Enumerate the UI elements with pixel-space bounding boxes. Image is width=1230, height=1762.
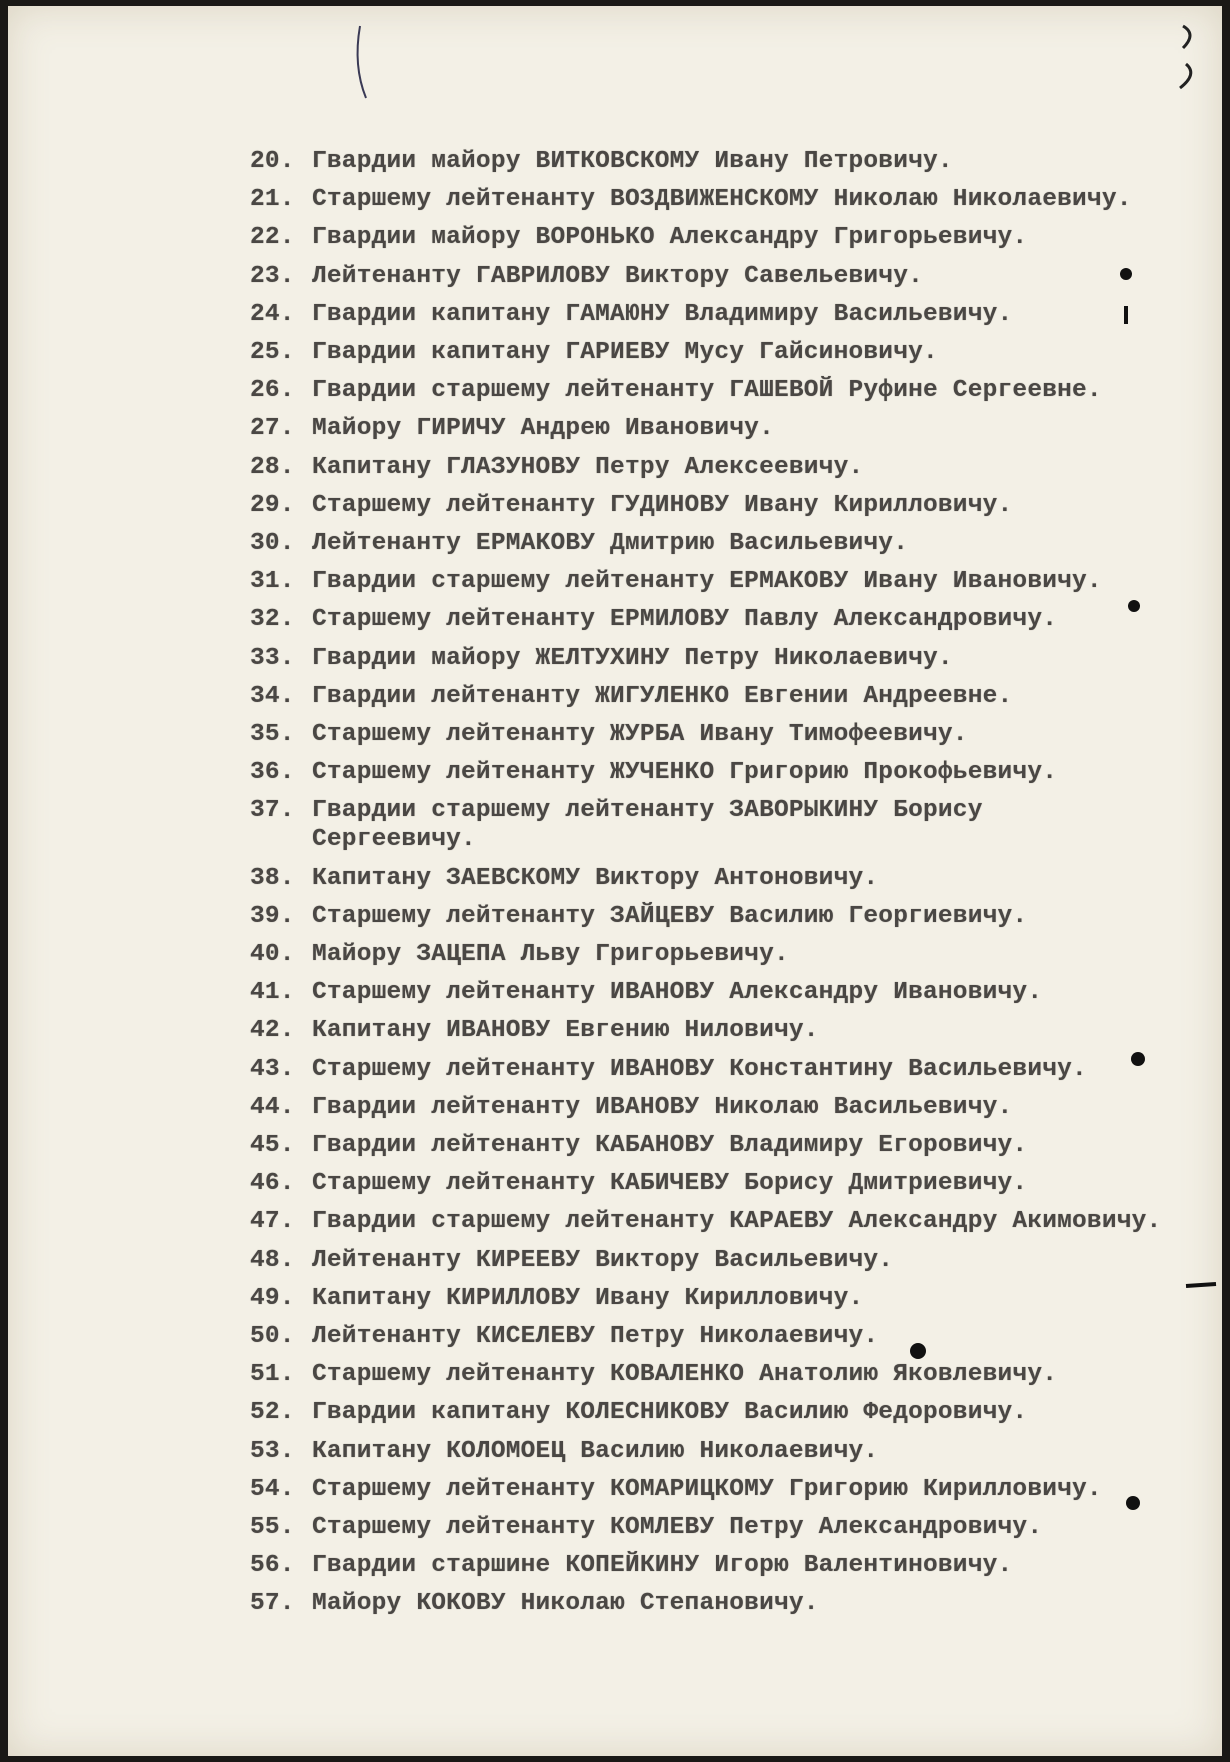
item-text: Гвардии старшине КОПЕЙКИНУ Игорю Валентиновичу. xyxy=(312,1552,1013,1580)
item-number: 25. xyxy=(250,339,295,366)
item-number: 39. xyxy=(250,902,295,930)
item-number: 50. xyxy=(250,1323,295,1350)
item-text: Лейтенанту КИСЕЛЕВУ Петру Николаевичу. xyxy=(312,1323,879,1350)
item-number: 54. xyxy=(250,1475,295,1503)
item-number: 22. xyxy=(250,224,295,252)
item-text: Старшему лейтенанту КОМАРИЦКОМУ Григорию Кирилловичу. xyxy=(312,1475,1102,1503)
item-text: Гвардии лейтенанту ЖИГУЛЕНКО Евгении Андреевне. xyxy=(312,682,1013,710)
item-text: Капитану КИРИЛЛОВУ Ивану Кирилловичу. xyxy=(312,1284,864,1312)
item-number: 45. xyxy=(250,1132,295,1159)
item-text: Старшему лейтенанту ВОЗДВИЖЕНСКОМУ Николаю Николаевичу. xyxy=(312,186,1132,214)
item-text: Старшему лейтенанту ЕРМИЛОВУ Павлу Александровичу. xyxy=(312,606,1058,634)
document-page xyxy=(8,6,1222,1756)
item-text: Гвардии капитану КОЛЕСНИКОВУ Василию Федоровичу. xyxy=(312,1399,1028,1427)
item-number: 33. xyxy=(250,644,295,672)
item-number: 40. xyxy=(250,941,295,968)
item-text: Старшему лейтенанту ЖУЧЕНКО Григорию Прокофьевичу. xyxy=(312,759,1058,787)
item-number: 32. xyxy=(250,606,295,634)
item-text: Капитану КОЛОМОЕЦ Василию Николаевичу. xyxy=(312,1437,879,1465)
item-number: 34. xyxy=(250,682,295,710)
item-text: Гвардии старшему лейтенанту ЗАВОРЫКИНУ Борису xyxy=(312,797,983,825)
item-text: Старшему лейтенанту ЗАЙЦЕВУ Василию Георгиевичу. xyxy=(312,902,1028,930)
item-number: 20. xyxy=(250,148,295,175)
item-text: Старшему лейтенанту ИВАНОВУ Александру Ивановичу. xyxy=(312,979,1043,1007)
item-text: Капитану ГЛАЗУНОВУ Петру Алексеевичу. xyxy=(312,453,864,481)
item-text: Капитану ЗАЕВСКОМУ Виктору Антоновичу. xyxy=(312,864,879,892)
item-number: 26. xyxy=(250,377,295,405)
item-number: 48. xyxy=(250,1246,295,1274)
item-text-continuation: Сергеевичу. xyxy=(312,826,476,854)
item-text: Гвардии майору ВОРОНЬКО Александру Григорьевичу. xyxy=(312,224,1028,252)
item-number: 51. xyxy=(250,1361,295,1389)
item-text: Лейтенанту КИРЕЕВУ Виктору Васильевичу. xyxy=(312,1246,894,1274)
item-text: Гвардии лейтенанту КАБАНОВУ Владимиру Егоровичу. xyxy=(312,1132,1028,1159)
item-text: Гвардии старшему лейтенанту ГАШЕВОЙ Руфине Сергеевне. xyxy=(312,377,1102,405)
item-number: 28. xyxy=(250,453,295,481)
item-text: Гвардии капитану ГАМАЮНУ Владимиру Васильевичу. xyxy=(312,300,1013,328)
item-number: 23. xyxy=(250,262,295,290)
item-number: 47. xyxy=(250,1208,295,1236)
item-number: 24. xyxy=(250,300,295,328)
item-number: 38. xyxy=(250,864,295,892)
item-number: 57. xyxy=(250,1590,295,1618)
item-text: Старшему лейтенанту ЖУРБА Ивану Тимофеевичу. xyxy=(312,721,968,748)
item-text: Гвардии капитану ГАРИЕВУ Мусу Гайсиновичу. xyxy=(312,339,938,366)
item-number: 30. xyxy=(250,530,295,557)
item-text: Гвардии майору ВИТКОВСКОМУ Ивану Петровичу. xyxy=(312,148,953,175)
item-number: 44. xyxy=(250,1093,295,1121)
item-number: 35. xyxy=(250,721,295,748)
item-number: 53. xyxy=(250,1437,295,1465)
item-text: Гвардии майору ЖЕЛТУХИНУ Петру Николаевичу. xyxy=(312,644,953,672)
item-number: 55. xyxy=(250,1514,295,1541)
item-number: 36. xyxy=(250,759,295,787)
item-text: Старшему лейтенанту КОМЛЕВУ Петру Александровичу. xyxy=(312,1514,1043,1541)
item-number: 27. xyxy=(250,415,295,443)
item-number: 21. xyxy=(250,186,295,214)
item-text: Майору ЗАЦЕПА Льву Григорьевичу. xyxy=(312,941,789,968)
item-text: Гвардии лейтенанту ИВАНОВУ Николаю Васильевичу. xyxy=(312,1093,1013,1121)
item-text: Гвардии старшему лейтенанту КАРАЕВУ Александру Акимовичу. xyxy=(312,1208,1162,1236)
item-text: Гвардии старшему лейтенанту ЕРМАКОВУ Ивану Ивановичу. xyxy=(312,568,1102,596)
item-text: Старшему лейтенанту ИВАНОВУ Константину Васильевичу. xyxy=(312,1055,1087,1083)
item-text: Капитану ИВАНОВУ Евгению Ниловичу. xyxy=(312,1017,819,1045)
item-number: 52. xyxy=(250,1399,295,1427)
item-number: 29. xyxy=(250,491,295,519)
item-number: 42. xyxy=(250,1017,295,1045)
item-number: 56. xyxy=(250,1552,295,1580)
item-number: 41. xyxy=(250,979,295,1007)
item-number: 46. xyxy=(250,1170,295,1198)
item-number: 43. xyxy=(250,1055,295,1083)
item-text: Майору ГИРИЧУ Андрею Ивановичу. xyxy=(312,415,774,443)
item-text: Старшему лейтенанту ГУДИНОВУ Ивану Кирилловичу. xyxy=(312,491,1013,519)
item-number: 49. xyxy=(250,1284,295,1312)
item-text: Старшему лейтенанту КАБИЧЕВУ Борису Дмитриевичу. xyxy=(312,1170,1028,1198)
item-number: 37. xyxy=(250,797,295,825)
item-text: Лейтенанту ЕРМАКОВУ Дмитрию Васильевичу. xyxy=(312,530,909,557)
item-text: Лейтенанту ГАВРИЛОВУ Виктору Савельевичу. xyxy=(312,262,923,290)
item-number: 31. xyxy=(250,568,295,596)
item-text: Старшему лейтенанту КОВАЛЕНКО Анатолию Яковлевичу. xyxy=(312,1361,1058,1389)
item-text: Майору КОКОВУ Николаю Степановичу. xyxy=(312,1590,819,1618)
